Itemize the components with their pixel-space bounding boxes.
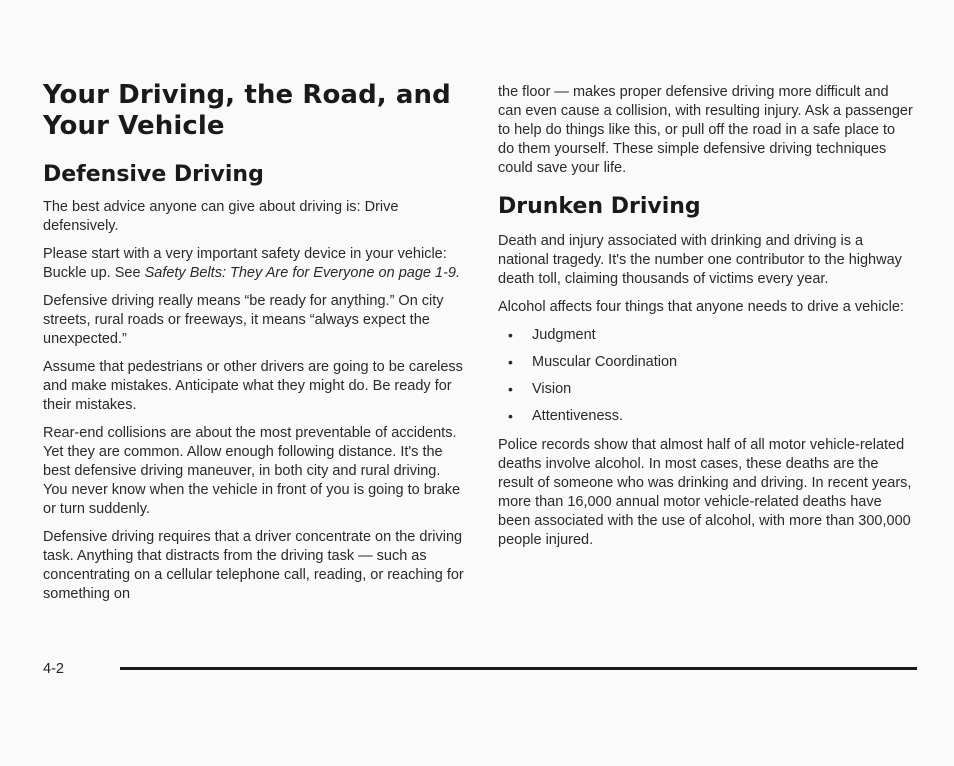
paragraph: Rear-end collisions are about the most preventable of accidents. Yet they are common. Allow enough following distance. It's the best defensive driving maneuver, in both city and rural driving. You never know when the vehicle in front of you is going to brake or turn suddenly.	[43, 425, 461, 517]
bullet-icon: •	[508, 381, 513, 397]
list-item: • Muscular Coordination	[508, 354, 678, 370]
paragraph: Defensive driving really means “be ready for anything.” On city streets, rural roads or freeways, it means “always expect the unexpected.”	[43, 293, 444, 347]
paragraph: Death and injury associated with drinking and driving is a national tragedy. It's the number one contributor to the highway death toll, claiming thousands of victims every year.	[498, 233, 902, 287]
paragraph: Assume that pedestrians or other drivers are going to be careless and make mistakes. Anticipate what they might do. Be ready for their mistakes.	[43, 359, 463, 413]
paragraph: The best advice anyone can give about driving is: Drive defensively.	[43, 199, 399, 234]
paragraph: Alcohol affects four things that anyone needs to drive a vehicle:	[498, 299, 904, 315]
paragraph: Defensive driving requires that a driver concentrate on the driving task. Anything that distracts from the driving task — such as concentrating on a cellular telephone call, reading, or reaching for something on	[43, 529, 464, 602]
paragraph: Police records show that almost half of all motor vehicle-related deaths involve alcohol. In most cases, these deaths are the result of someone who was drinking and driving. In recent years, more than 16,000 annual motor vehicle-related deaths have been associated with the use of alcohol, with more than 300,000 people injured.	[498, 437, 912, 548]
left-column	[43, 80, 468, 613]
bullet-icon: •	[508, 327, 513, 343]
bullet-icon: •	[508, 408, 513, 424]
paragraph-text: Please start with a very important safety device in your vehicle: Buckle up. See	[43, 246, 447, 281]
right-column	[498, 83, 913, 559]
bullet-list	[498, 326, 913, 426]
bullet-icon: •	[508, 354, 513, 370]
paragraph-continued: the floor — makes proper defensive driving more difficult and can even cause a collision, with resulting injury. Ask a passenger to help do things like this, or pull off the road in a safe place to do them yourself. These simple defensive driving techniques could save your life.	[498, 84, 913, 176]
footer-rule	[120, 667, 917, 670]
list-item: • Judgment	[508, 327, 596, 343]
list-item: • Attentiveness.	[508, 408, 624, 424]
chapter-title: Your Driving, the Road, and Your Vehicle	[43, 80, 451, 141]
paragraph	[43, 245, 468, 283]
cross-reference: Safety Belts: They Are for Everyone on page 1-9.	[144, 265, 460, 281]
section-heading-drunken-driving: Drunken Driving	[498, 194, 701, 219]
list-item: • Vision	[508, 381, 572, 397]
section-heading-defensive-driving: Defensive Driving	[43, 162, 264, 187]
page-number: 4-2	[43, 661, 64, 677]
